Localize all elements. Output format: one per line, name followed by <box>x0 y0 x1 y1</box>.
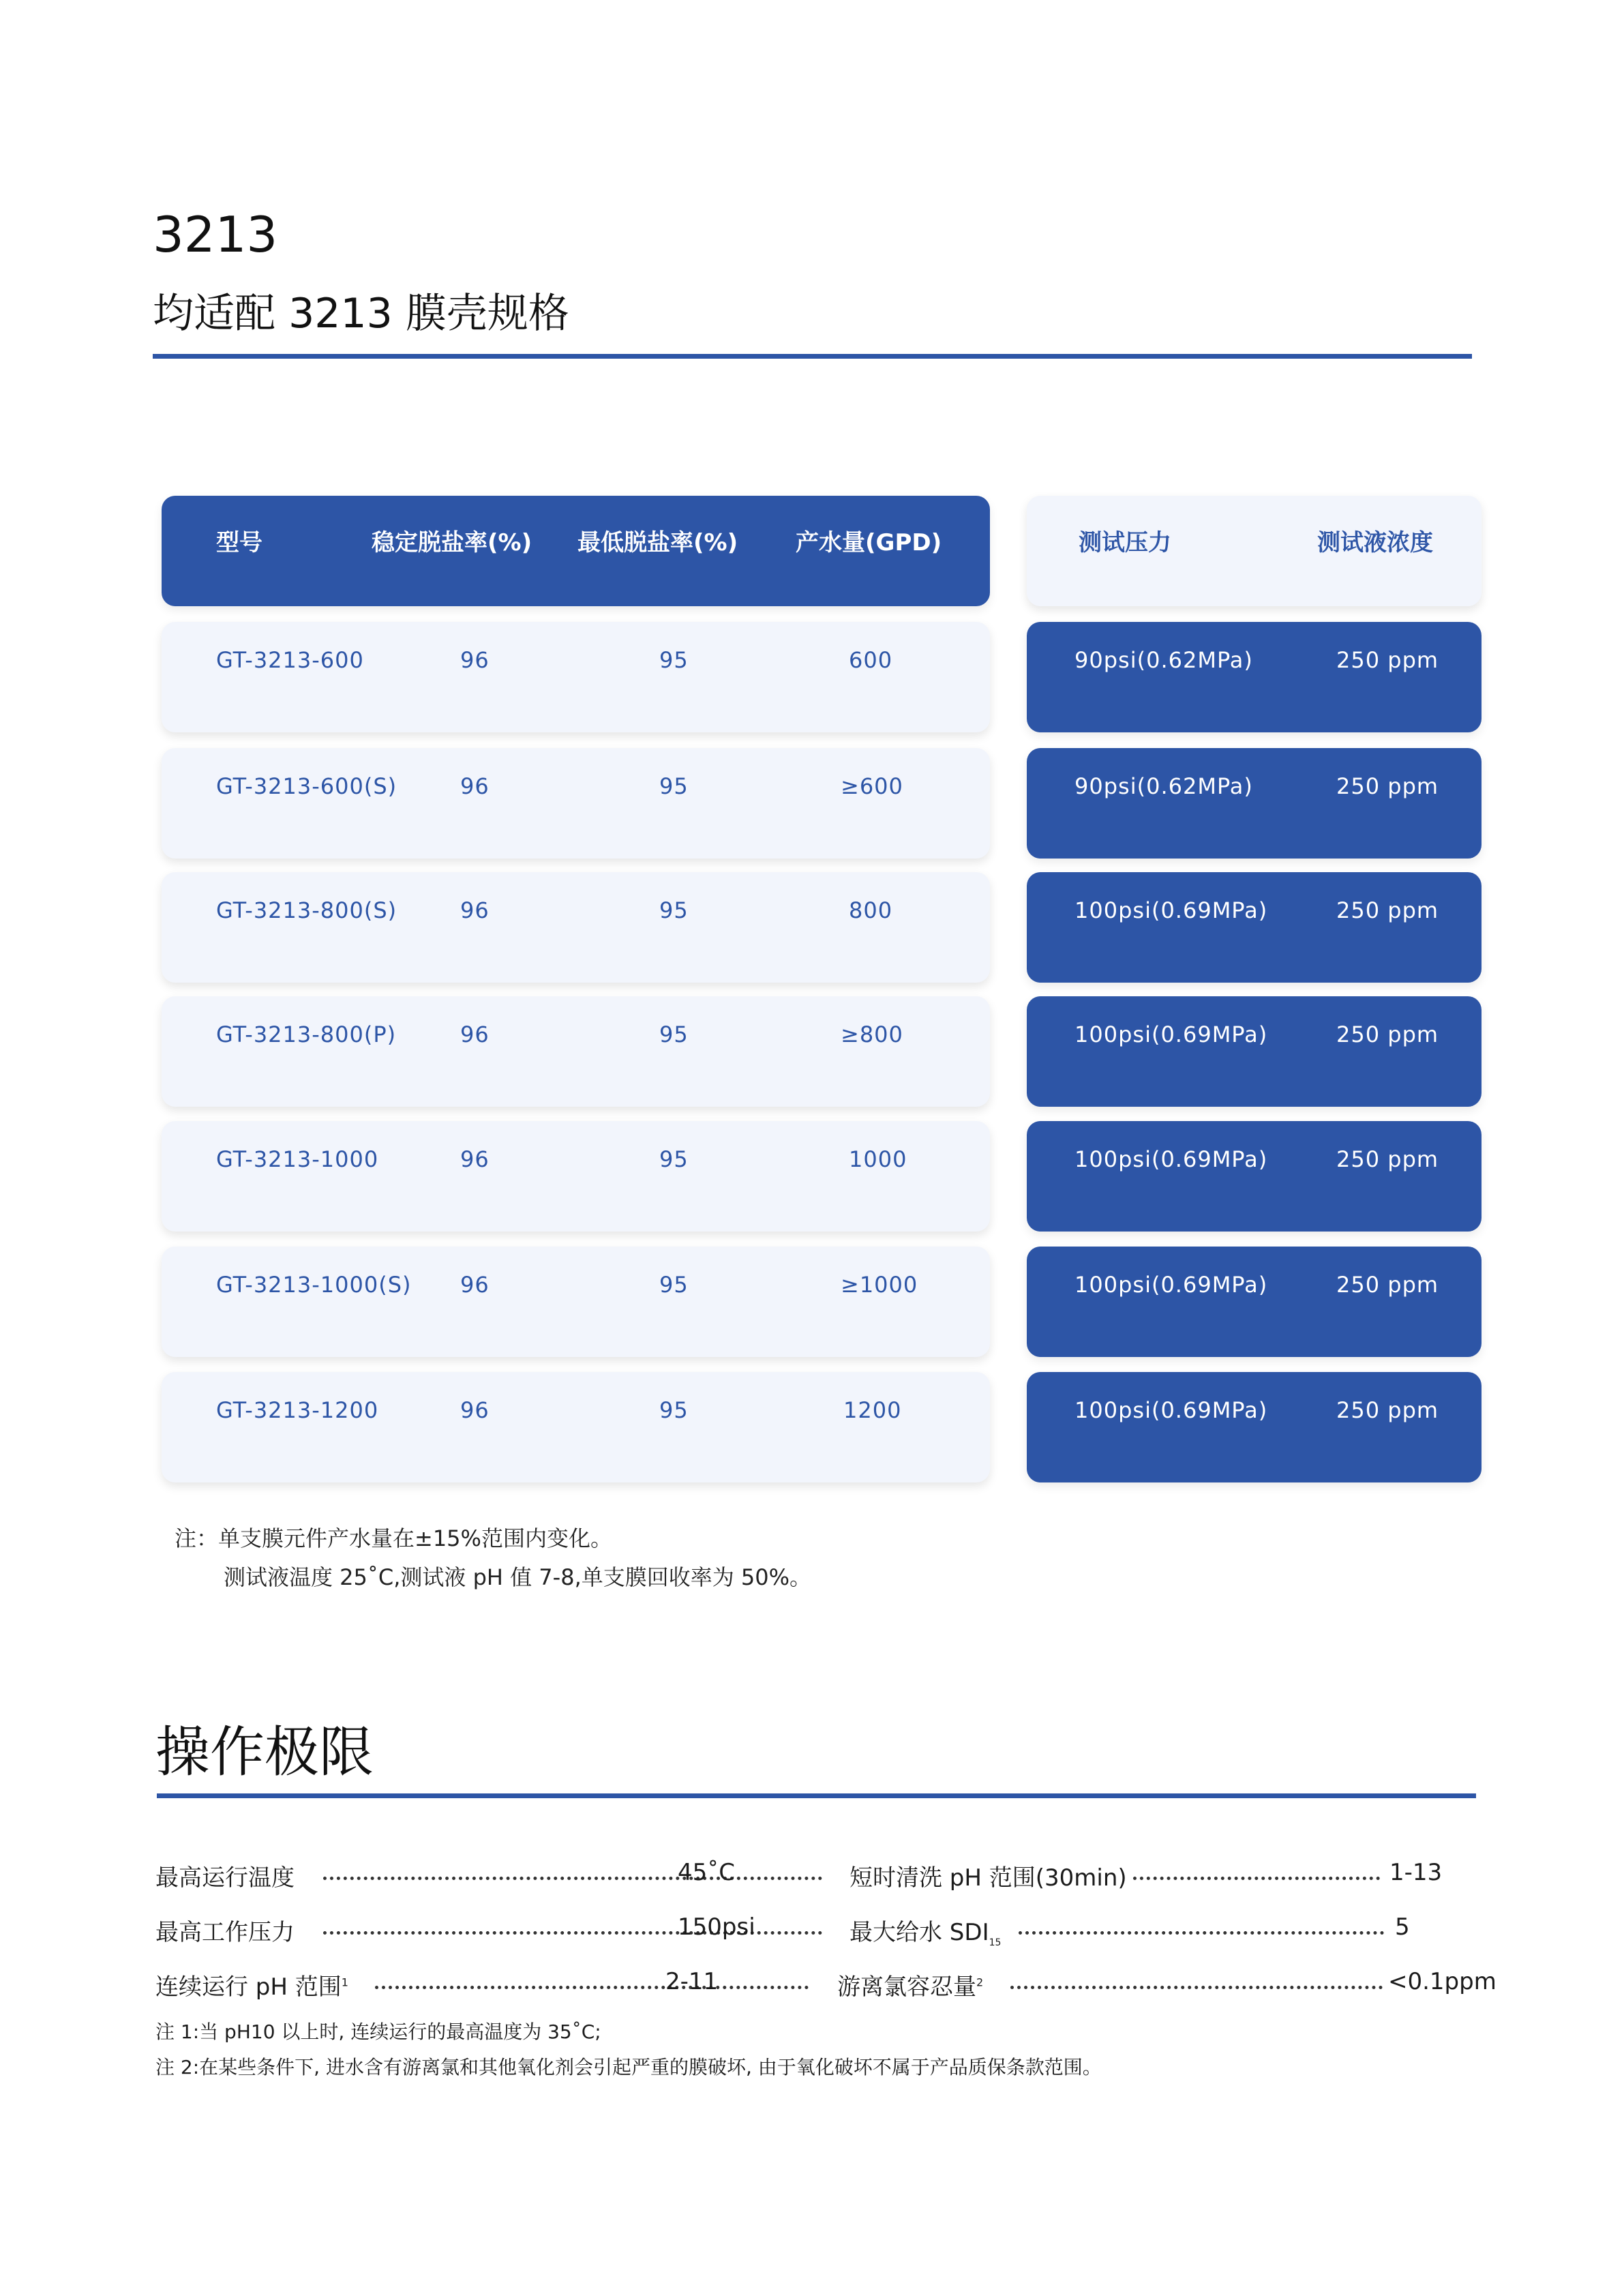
note-line-1: 注：单支膜元件产水量在±15%范围内变化。 <box>175 1525 612 1551</box>
cell-test-pressure: 100psi(0.69MPa) <box>1074 1272 1268 1298</box>
leader-dots <box>1133 1877 1380 1880</box>
cell-test-concentration: 250 ppm <box>1336 1397 1439 1423</box>
note-line-2: 测试液温度 25˚C,测试液 pH 值 7-8,单支膜回收率为 50%。 <box>224 1564 812 1590</box>
table-row <box>162 872 990 983</box>
spec-ph-range <box>155 1968 769 2001</box>
cell-min-rejection: 95 <box>659 1272 689 1298</box>
cell-test-concentration: 250 ppm <box>1336 773 1439 799</box>
leader-dots <box>375 1986 809 1989</box>
header-flow: 产水量(GPD) <box>796 529 942 556</box>
spec-value: 5 <box>1395 1913 1410 1941</box>
spec-max-sdi <box>849 1913 1477 1948</box>
header-divider <box>153 354 1472 359</box>
cell-model: GT-3213-1000(S) <box>216 1272 412 1298</box>
spec-cleaning-ph <box>849 1859 1477 1892</box>
operating-limits-title: 操作极限 <box>155 1720 374 1784</box>
spec-value: 1-13 <box>1389 1859 1443 1886</box>
cell-min-rejection: 95 <box>659 1397 689 1423</box>
cell-model: GT-3213-600(S) <box>216 773 397 799</box>
spec-label-text: 游离氯容忍量 <box>837 1973 976 2001</box>
cell-flow: 1200 <box>843 1397 902 1423</box>
table-row-test <box>1027 622 1482 732</box>
cell-min-rejection: 95 <box>659 1022 689 1047</box>
cell-model: GT-3213-1200 <box>216 1397 379 1423</box>
cell-stable-rejection: 96 <box>460 773 490 799</box>
cell-model: GT-3213-600 <box>216 647 364 673</box>
header-stable-rejection: 稳定脱盐率(%) <box>372 529 532 556</box>
header-model: 型号 <box>216 529 262 556</box>
model-title: 3213 <box>153 206 278 263</box>
cell-flow: 600 <box>849 647 893 673</box>
operating-divider <box>157 1793 1476 1798</box>
cell-model: GT-3213-1000 <box>216 1146 379 1172</box>
cell-flow: ≥600 <box>841 773 903 799</box>
footnote-1: 注 1:当 pH10 以上时, 连续运行的最高温度为 35˚C; <box>155 2021 601 2043</box>
footnote-2: 注 2:在某些条件下, 进水含有游离氯和其他氧化剂会引起严重的膜破坏, 由于氧化破坏不属于产品质保条款范围。 <box>155 2056 1102 2078</box>
cell-stable-rejection: 96 <box>460 1022 490 1047</box>
spec-label <box>155 1968 348 2001</box>
cell-min-rejection: 95 <box>659 1146 689 1172</box>
cell-test-pressure: 90psi(0.62MPa) <box>1074 647 1253 673</box>
footnote-ref: 1 <box>341 1976 348 1989</box>
cell-model: GT-3213-800(S) <box>216 897 397 923</box>
spec-value: <0.1ppm <box>1388 1968 1497 1995</box>
table-header-right <box>1027 496 1482 606</box>
spec-label-text: 连续运行 pH 范围 <box>155 1973 342 2001</box>
spec-label: 最高工作压力 <box>155 1919 295 1946</box>
cell-test-pressure: 100psi(0.69MPa) <box>1074 1397 1268 1423</box>
leader-dots <box>1019 1931 1384 1935</box>
spec-free-chlorine <box>837 1968 1497 2001</box>
cell-stable-rejection: 96 <box>460 1397 490 1423</box>
table-row <box>162 1121 990 1232</box>
page-subtitle: 均适配 3213 膜壳规格 <box>153 290 569 338</box>
table-row <box>162 1372 990 1482</box>
cell-min-rejection: 95 <box>659 897 689 923</box>
cell-flow: 800 <box>849 897 893 923</box>
cell-test-pressure: 100psi(0.69MPa) <box>1074 897 1268 923</box>
spec-label <box>849 1913 1001 1948</box>
header-min-rejection: 最低脱盐率(%) <box>577 529 738 556</box>
cell-test-pressure: 90psi(0.62MPa) <box>1074 773 1253 799</box>
table-row <box>162 996 990 1107</box>
table-header-left <box>162 496 990 606</box>
cell-test-pressure: 100psi(0.69MPa) <box>1074 1146 1268 1172</box>
cell-min-rejection: 95 <box>659 773 689 799</box>
spec-value: 2-11 <box>665 1968 719 1995</box>
header-test-concentration: 测试液浓度 <box>1317 529 1433 556</box>
cell-flow: ≥800 <box>841 1022 903 1047</box>
cell-flow: ≥1000 <box>841 1272 918 1298</box>
table-row-test <box>1027 1372 1482 1482</box>
table-row-test <box>1027 1247 1482 1357</box>
cell-stable-rejection: 96 <box>460 647 490 673</box>
leader-dots <box>323 1877 822 1880</box>
leader-dots <box>1010 1986 1383 1989</box>
spec-value: 150psi <box>678 1913 755 1941</box>
table-row <box>162 1247 990 1357</box>
spec-label: 最高运行温度 <box>155 1864 295 1892</box>
footnote-ref: 2 <box>976 1976 984 1989</box>
cell-flow: 1000 <box>849 1146 907 1172</box>
table-row-test <box>1027 996 1482 1107</box>
table-row-test <box>1027 1121 1482 1232</box>
table-row-test <box>1027 748 1482 859</box>
cell-model: GT-3213-800(P) <box>216 1022 397 1047</box>
cell-stable-rejection: 96 <box>460 897 490 923</box>
cell-min-rejection: 95 <box>659 647 689 673</box>
spec-max-pressure <box>155 1913 769 1946</box>
cell-test-pressure: 100psi(0.69MPa) <box>1074 1022 1268 1047</box>
table-row <box>162 748 990 859</box>
table-row <box>162 622 990 732</box>
cell-stable-rejection: 96 <box>460 1146 490 1172</box>
cell-test-concentration: 250 ppm <box>1336 1146 1439 1172</box>
cell-stable-rejection: 96 <box>460 1272 490 1298</box>
spec-max-temperature <box>155 1859 769 1892</box>
spec-value: 45˚C <box>678 1859 736 1886</box>
spec-label: 短时清洗 pH 范围(30min) <box>849 1864 1127 1892</box>
header-test-pressure: 测试压力 <box>1079 529 1171 556</box>
cell-test-concentration: 250 ppm <box>1336 647 1439 673</box>
cell-test-concentration: 250 ppm <box>1336 897 1439 923</box>
spec-label <box>837 1968 983 2001</box>
spec-label-text: 最大给水 SDI <box>849 1919 989 1946</box>
cell-test-concentration: 250 ppm <box>1336 1022 1439 1047</box>
table-row-test <box>1027 872 1482 983</box>
subscript: 15 <box>989 1937 1002 1948</box>
cell-test-concentration: 250 ppm <box>1336 1272 1439 1298</box>
